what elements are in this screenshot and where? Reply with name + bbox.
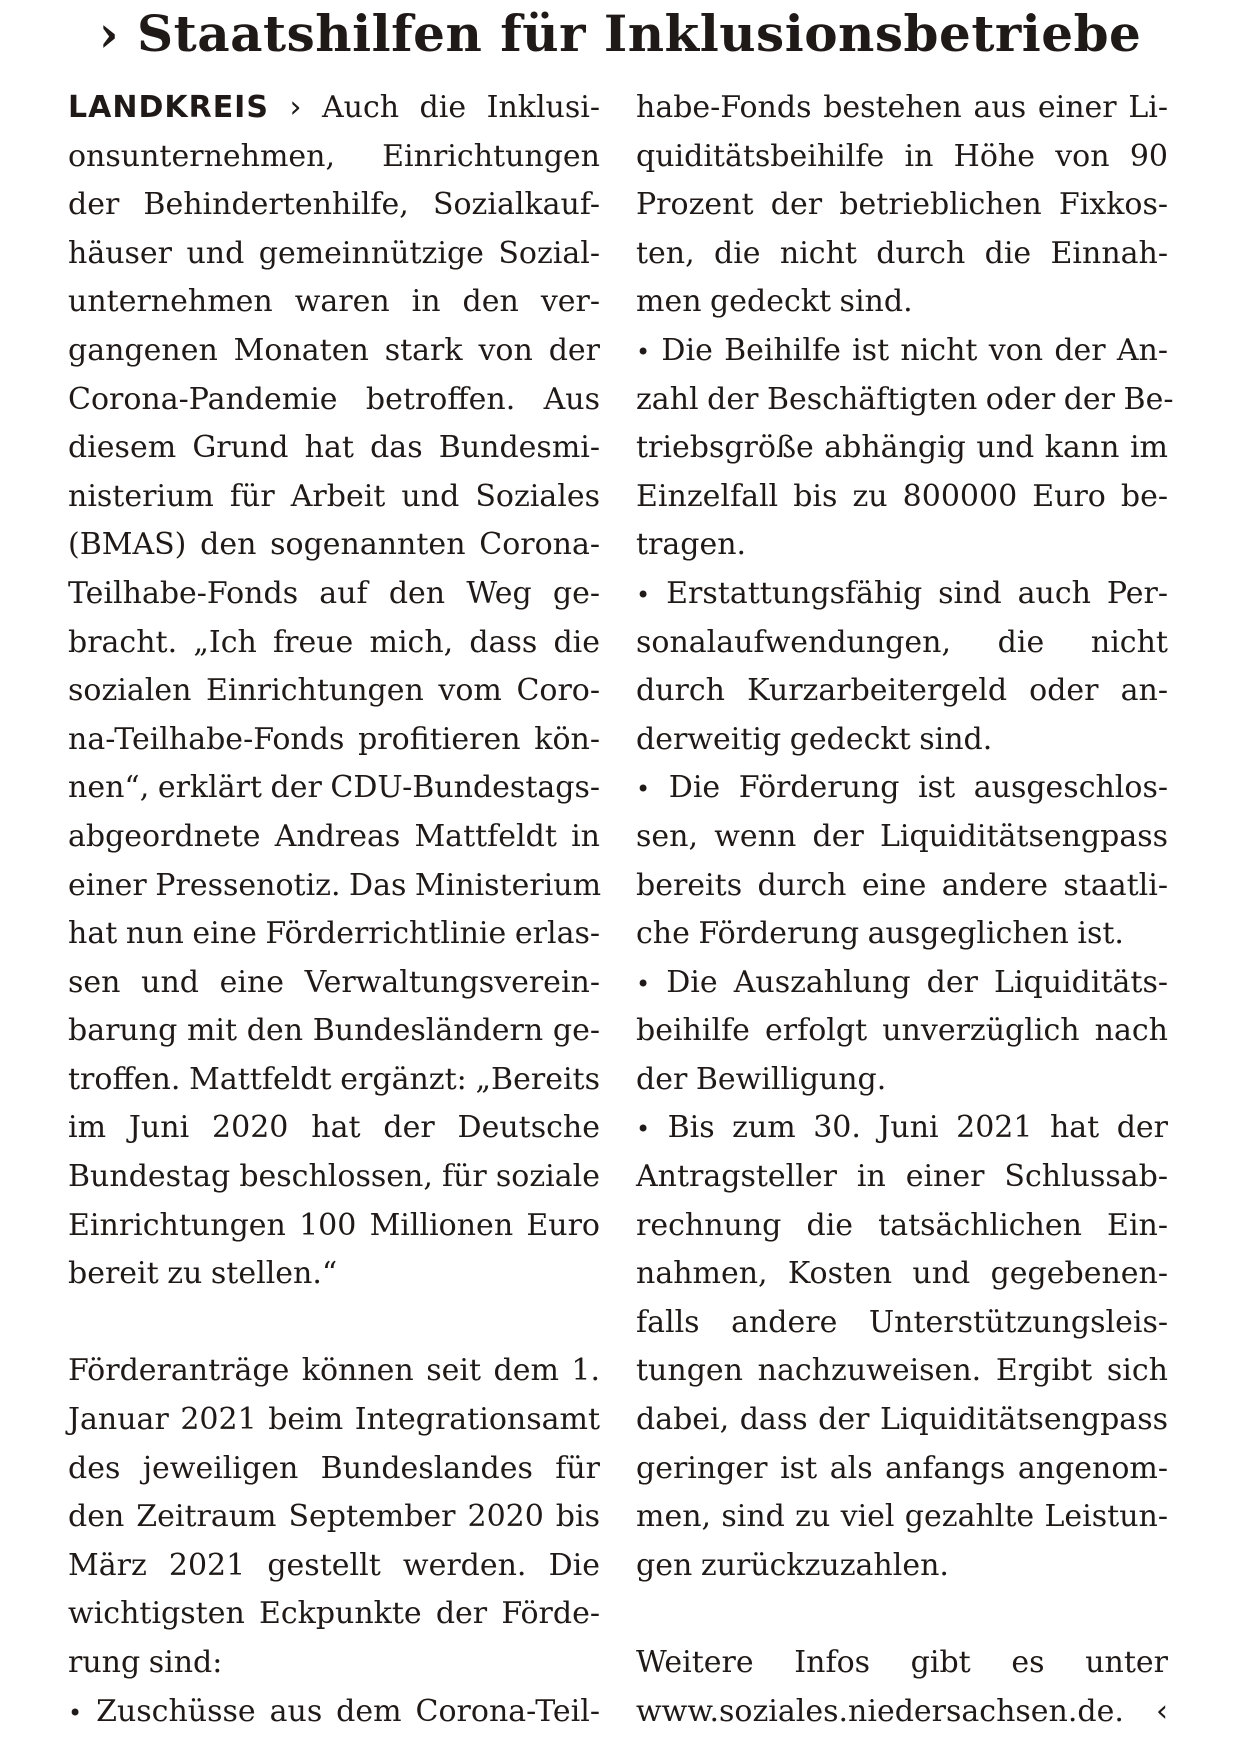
dateline: LANDKREIS	[68, 90, 269, 125]
text-line: barung mit den Bundesländern ge-	[68, 1013, 600, 1049]
text-line: März 2021 gestellt werden. Die	[68, 1547, 600, 1583]
text-line: Antragsteller in einer Schlussab-	[636, 1159, 1168, 1195]
paragraph-gap	[636, 1590, 1168, 1639]
bullet-icon: •	[636, 337, 651, 366]
text-line: der Behindertenhilfe, Sozialkauf-	[68, 187, 600, 223]
bullet-line: • Erstattungsfähig sind auch Per-	[636, 575, 1168, 611]
text-line: abgeordnete Andreas Mattfeldt in	[68, 818, 600, 854]
text-line: tragen.	[636, 527, 747, 563]
text-line: Förderanträge können seit dem 1.	[68, 1353, 600, 1389]
text-line: gangenen Monaten stark von der	[68, 332, 600, 368]
article-column-right	[636, 84, 1174, 1736]
text-line: Einzelfall bis zu 800000 Euro be-	[636, 478, 1168, 514]
text-line: nen“, erklärt der CDU-Bundestags-	[68, 770, 600, 806]
text-line: Einrichtungen 100 Millionen Euro	[68, 1207, 600, 1243]
text-line: men, sind zu viel gezahlte Leistun-	[636, 1499, 1168, 1535]
bullet-line: • Die Beihilfe ist nicht von der An-	[636, 332, 1168, 368]
website-link[interactable]: www.soziales.niedersachsen.de.	[636, 1693, 1124, 1729]
text-line: der Bewilligung.	[636, 1061, 887, 1097]
article-headline: › Staatshilfen für Inklusionsbetriebe	[98, 4, 1142, 63]
text-line: ten, die nicht durch die Einnah-	[636, 235, 1168, 271]
text-line: habe-Fonds bestehen aus einer Li-	[636, 90, 1168, 125]
text-line: Teilhabe-Fonds auf den Weg ge-	[68, 575, 600, 611]
text-line: rung sind:	[68, 1645, 223, 1680]
text-line: dabei, dass der Liquiditätsengpass	[636, 1402, 1168, 1438]
text-line: triebsgröße abhängig und kann im	[636, 430, 1168, 466]
text-line	[636, 1688, 1168, 1737]
text-line: bracht. „Ich freue mich, dass die	[68, 624, 600, 660]
bullet-icon: •	[636, 1115, 651, 1144]
bullet-icon: •	[636, 775, 651, 804]
text-line: Corona-Pandemie betroffen. Aus	[68, 381, 600, 417]
bullet-icon: •	[636, 580, 651, 609]
text-line: nisterium für Arbeit und Soziales	[68, 478, 600, 514]
text-line: gen zurückzuzahlen.	[636, 1547, 949, 1583]
text-line: diesem Grund hat das Bundesmi-	[68, 430, 600, 466]
text-line: wichtigsten Eckpunkte der Förde-	[68, 1596, 600, 1632]
text-line: sonalaufwendungen, die nicht	[636, 624, 1168, 660]
text-line: zahl der Beschäftigten oder der Be-	[636, 381, 1174, 417]
text-line: einer Pressenotiz. Das Ministerium	[68, 867, 602, 903]
text-line: durch Kurzarbeitergeld oder an-	[636, 673, 1168, 709]
text-line: nahmen, Kosten und gegebenen-	[636, 1256, 1168, 1292]
text-line: im Juni 2020 hat der Deutsche	[68, 1110, 600, 1146]
text-line: quiditätsbeihilfe in Höhe von 90	[636, 138, 1168, 174]
text-line: sen und eine Verwaltungsverein-	[68, 964, 600, 1000]
text-line: bereits durch eine andere staatli-	[636, 867, 1168, 903]
bullet-icon: •	[636, 969, 651, 998]
text-line: Prozent der betrieblichen Fixkos-	[636, 187, 1168, 223]
text-line: Weitere Infos gibt es unter	[636, 1645, 1168, 1680]
text-line: sozialen Einrichtungen vom Coro-	[68, 673, 600, 709]
text-line: den Zeitraum September 2020 bis	[68, 1499, 600, 1535]
text-line: na-Teilhabe-Fonds profitieren kön-	[68, 721, 600, 757]
text-line: che Förderung ausgeglichen ist.	[636, 916, 1124, 952]
bullet-line: • Die Auszahlung der Liquiditäts-	[636, 964, 1168, 1000]
text-line: tungen nachzuweisen. Ergibt sich	[636, 1353, 1168, 1389]
text-line: hat nun eine Förderrichtlinie erlas-	[68, 916, 600, 952]
text-line: troffen. Mattfeldt ergänzt: „Bereits	[68, 1061, 600, 1097]
bullet-line: • Bis zum 30. Juni 2021 hat der	[636, 1110, 1168, 1146]
text-line: derweitig gedeckt sind.	[636, 721, 993, 757]
text-line: des jeweiligen Bundeslandes für	[68, 1450, 600, 1486]
text-line: unternehmen waren in den ver-	[68, 284, 600, 320]
paragraph-gap	[68, 1299, 600, 1348]
text-line: rechnung die tatsächlichen Ein-	[636, 1207, 1168, 1243]
article-column-left	[68, 84, 600, 1736]
text-line: (BMAS) den sogenannten Corona-	[68, 527, 600, 563]
text-line: onsunternehmen, Einrichtungen	[68, 138, 600, 174]
dateline-separator: ›	[289, 90, 302, 125]
text-line: LANDKREIS › Auch die Inklusi-	[68, 90, 600, 125]
text-line: sen, wenn der Liquiditätsengpass	[636, 818, 1168, 854]
text-line: men gedeckt sind.	[636, 284, 913, 320]
text-line: geringer ist als anfangs angenom-	[636, 1450, 1168, 1486]
text-line: Bundestag beschlossen, für soziale	[68, 1159, 600, 1195]
text-line: falls andere Unterstützungsleis-	[636, 1304, 1168, 1340]
bullet-line: • Die Förderung ist ausgeschlos-	[636, 770, 1168, 806]
bullet-icon: •	[68, 1698, 83, 1727]
text-line: bereit zu stellen.“	[68, 1256, 338, 1292]
text-line: beihilfe erfolgt unverzüglich nach	[636, 1013, 1168, 1049]
text-line: Januar 2021 beim Integrationsamt	[68, 1402, 600, 1438]
end-mark: ‹	[1156, 1693, 1168, 1729]
bullet-line: • Zuschüsse aus dem Corona-Teil-	[68, 1693, 600, 1729]
text-line: häuser und gemeinnützige Sozial-	[68, 235, 600, 271]
